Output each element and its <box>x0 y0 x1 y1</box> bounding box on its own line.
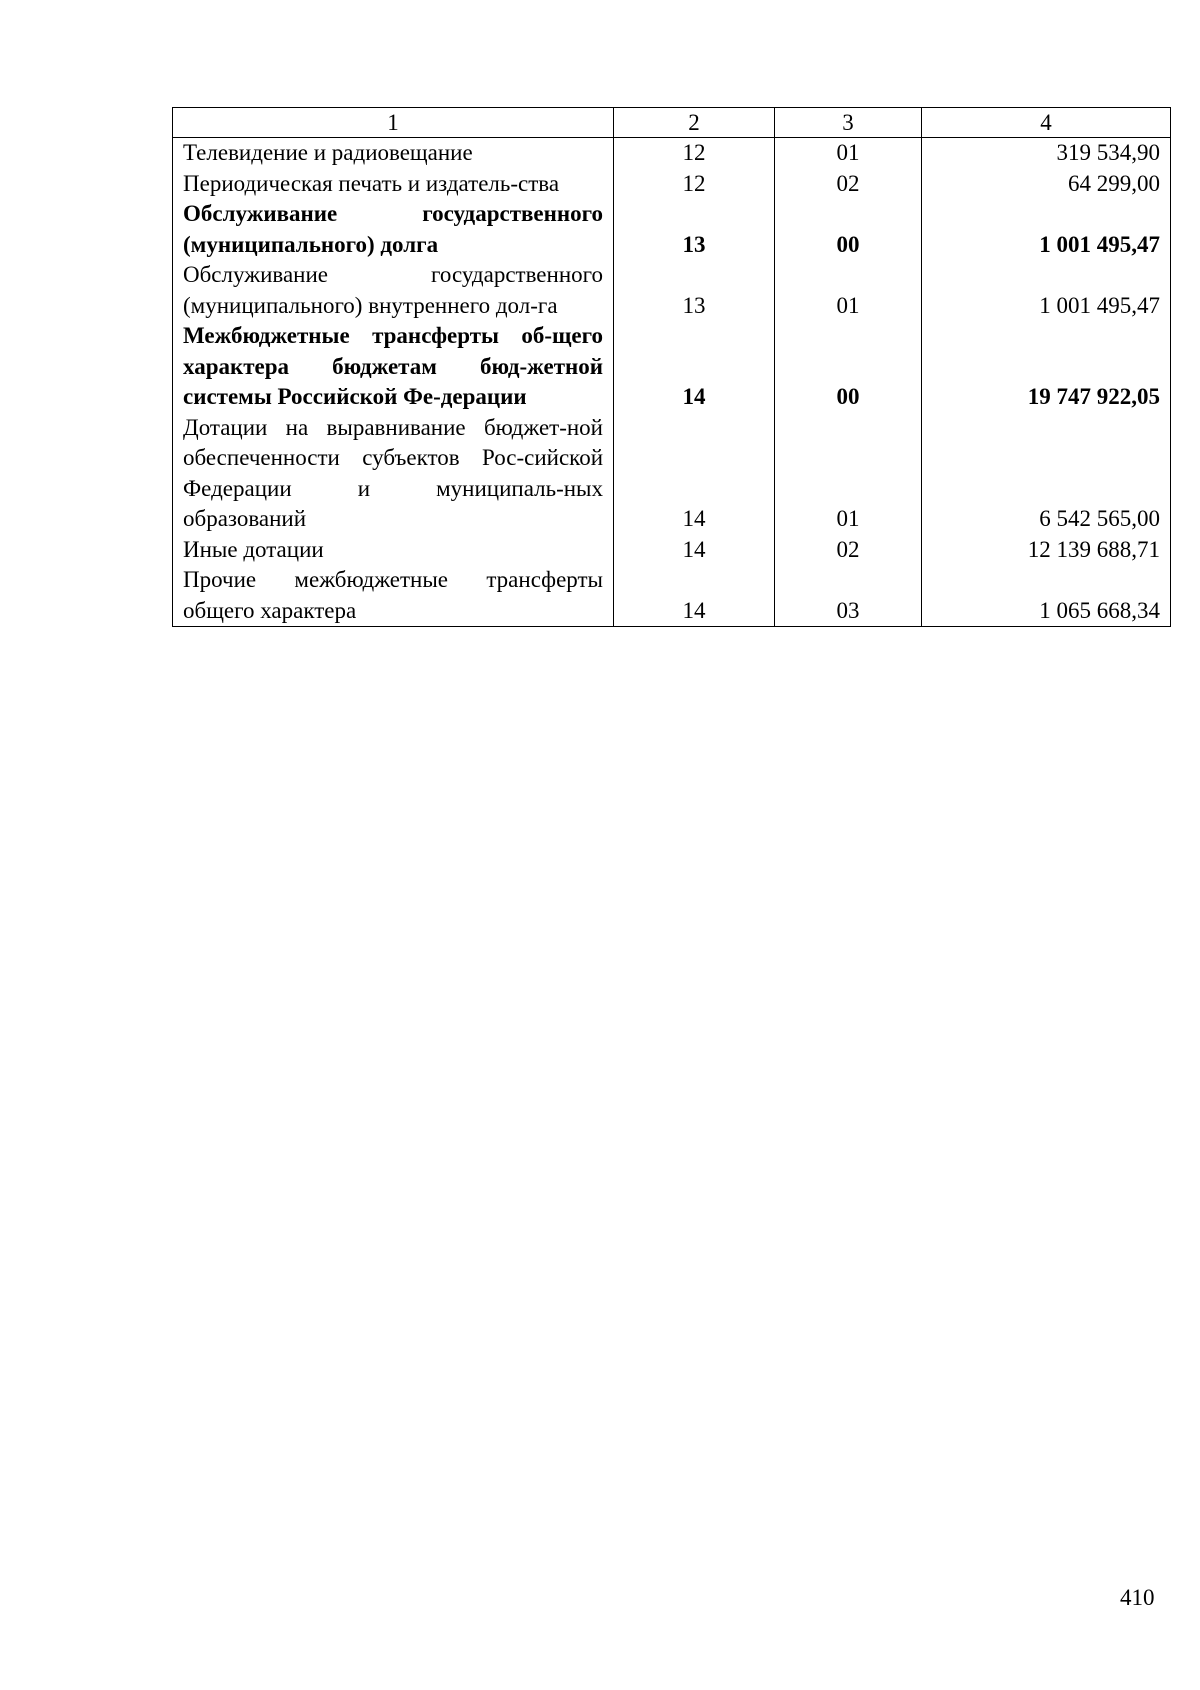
row-section-code: 14 <box>614 565 775 627</box>
row-amount: 1 001 495,47 <box>922 260 1171 321</box>
row-name: Иные дотации <box>173 535 614 566</box>
column-header: 3 <box>775 108 922 138</box>
row-subsection-code: 00 <box>775 199 922 260</box>
row-subsection-code: 02 <box>775 169 922 200</box>
row-subsection-code: 00 <box>775 321 922 413</box>
row-name: Обслуживание государственного (муниципального) внутреннего дол-га <box>173 260 614 321</box>
row-section-code: 14 <box>614 321 775 413</box>
row-section-code: 12 <box>614 169 775 200</box>
page-number: 410 <box>1120 1585 1155 1610</box>
row-amount: 19 747 922,05 <box>922 321 1171 413</box>
row-name: Периодическая печать и издатель-ства <box>173 169 614 200</box>
table-row <box>173 138 1171 169</box>
table-row <box>173 565 1171 627</box>
budget-table <box>172 107 1171 627</box>
row-amount: 1 065 668,34 <box>922 565 1171 627</box>
row-amount: 12 139 688,71 <box>922 535 1171 566</box>
row-amount: 1 001 495,47 <box>922 199 1171 260</box>
row-amount: 64 299,00 <box>922 169 1171 200</box>
row-name: Межбюджетные трансферты об-щего характера бюджетам бюд-жетной системы Российской Фе-дерации <box>173 321 614 413</box>
table-row <box>173 260 1171 321</box>
row-subsection-code: 03 <box>775 565 922 627</box>
row-amount: 6 542 565,00 <box>922 413 1171 535</box>
table-row <box>173 169 1171 200</box>
column-header: 2 <box>614 108 775 138</box>
column-header: 4 <box>922 108 1171 138</box>
row-section-code: 13 <box>614 199 775 260</box>
row-amount: 319 534,90 <box>922 138 1171 169</box>
column-header: 1 <box>173 108 614 138</box>
row-subsection-code: 01 <box>775 260 922 321</box>
table-row <box>173 199 1171 260</box>
row-name: Телевидение и радиовещание <box>173 138 614 169</box>
row-section-code: 13 <box>614 260 775 321</box>
row-name: Прочие межбюджетные трансферты общего характера <box>173 565 614 627</box>
table-row <box>173 413 1171 535</box>
row-subsection-code: 02 <box>775 535 922 566</box>
row-section-code: 14 <box>614 535 775 566</box>
row-subsection-code: 01 <box>775 413 922 535</box>
row-subsection-code: 01 <box>775 138 922 169</box>
row-section-code: 14 <box>614 413 775 535</box>
table-header-row <box>173 108 1171 138</box>
row-section-code: 12 <box>614 138 775 169</box>
table-row <box>173 535 1171 566</box>
row-name: Обслуживание государственного (муниципального) долга <box>173 199 614 260</box>
table-row <box>173 321 1171 413</box>
row-name: Дотации на выравнивание бюджет-ной обеспеченности субъектов Рос-сийской Федерации и муниципаль-ных образований <box>173 413 614 535</box>
